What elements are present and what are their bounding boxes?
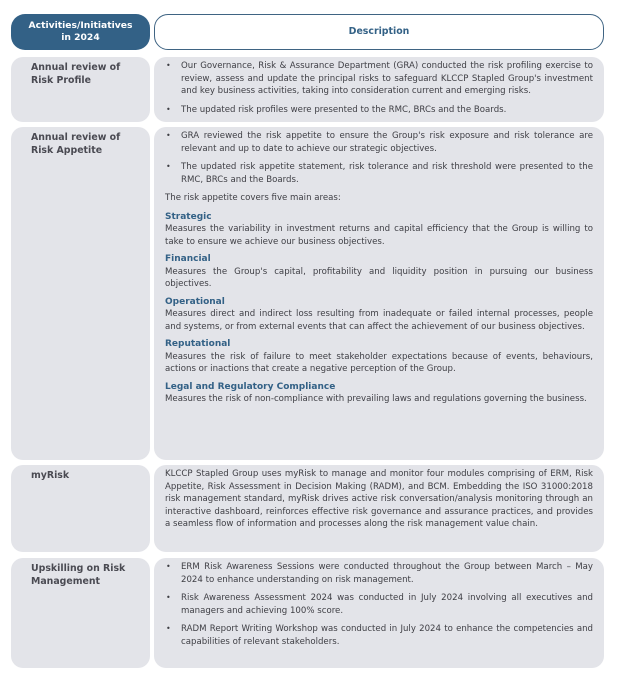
- column-header-description: [154, 14, 604, 50]
- table-row-risk-appetite: [11, 127, 604, 460]
- activity-title-line1: Annual review of: [31, 62, 121, 73]
- activity-title-line2: Risk Appetite: [31, 145, 103, 156]
- activity-cell: [11, 465, 150, 552]
- column-header-description-label: Description: [348, 26, 410, 37]
- table-row-upskilling: [11, 558, 604, 668]
- description-cell: [154, 558, 604, 668]
- activity-title-line1: Annual review of: [31, 132, 121, 143]
- risk-area-text: Measures the Group's capital, profitability and liquidity position in pursuing our business objectives.: [165, 266, 593, 289]
- activity-title-line2: Management: [31, 576, 101, 587]
- bullet-item: • The updated risk appetite statement, risk tolerance and risk threshold were presented to the RMC, BRCs and the Boards.: [165, 161, 593, 186]
- risk-area-strategic: [165, 211, 593, 249]
- risk-area-text: Measures the variability in investment returns and capital efficiency that the Group is willing to take to ensure we achieve our business objectives.: [165, 224, 593, 247]
- activity-cell: [11, 127, 150, 460]
- activity-cell: [11, 57, 150, 122]
- risk-area-reputational: [165, 338, 593, 376]
- risk-areas-intro: The risk appetite covers five main areas:: [165, 193, 341, 203]
- risk-area-title: Reputational: [165, 339, 231, 349]
- column-header-activities-line1: Activities/Initiatives: [28, 20, 133, 31]
- risk-area-title: Financial: [165, 254, 211, 264]
- risk-area-title: Legal and Regulatory Compliance: [165, 381, 336, 392]
- bullet-item: • Our Governance, Risk & Assurance Department (GRA) conducted the risk profiling exercise to review, assess and update the principal risks to safeguard KLCCP Stapled Group's investment and key business activities, taking into consideration current and emerging risks.: [165, 60, 593, 98]
- table-row-myrisk: [11, 465, 604, 552]
- bullet-item: • GRA reviewed the risk appetite to ensure the Group's risk exposure and risk tolerance are relevant and up to date to achieve our strategic objectives.: [165, 130, 593, 155]
- activity-title-line1: Upskilling on Risk: [31, 563, 126, 574]
- table-row-risk-profile: [11, 57, 604, 122]
- activity-title-line2: Risk Profile: [31, 75, 91, 86]
- bullet-list: [165, 561, 593, 648]
- column-header-activities-line2: in 2024: [61, 32, 100, 43]
- activity-title-line1: myRisk: [31, 470, 70, 481]
- bullet-list: [165, 130, 593, 186]
- column-header-activities: [11, 14, 150, 50]
- risk-area-legal-regulatory: [165, 381, 593, 406]
- bullet-item: • ERM Risk Awareness Sessions were conducted throughout the Group between March – May 2024 to enhance understanding on risk management.: [165, 561, 593, 586]
- activity-cell: [11, 558, 150, 668]
- bullet-list: [165, 60, 593, 116]
- risk-area-text: Measures the risk of non-compliance with prevailing laws and regulations governing the business.: [165, 394, 587, 404]
- bullet-item: • The updated risk profiles were presented to the RMC, BRCs and the Boards.: [165, 104, 593, 117]
- description-cell: [154, 465, 604, 552]
- description-cell: [154, 127, 604, 460]
- risk-area-title: Operational: [165, 296, 225, 307]
- myrisk-paragraph: KLCCP Stapled Group uses myRisk to manage and monitor four modules comprising of ERM, Risk Appetite, Risk Assessment in Decision Making (RADM), and BCM. Embedding the ISO 31000:2018 risk management standard, myRisk drives active risk conversation/analysis monitoring through an interactive dashboard, reinforces effective risk governance and assurance practices, and provides a seamless flow of information and processes along the risk management value chain.: [165, 469, 593, 529]
- risk-area-operational: [165, 296, 593, 334]
- risk-area-text: Measures direct and indirect loss resulting from inadequate or failed internal processes, people and systems, or from external events that can affect the achievement of our business objectives.: [165, 309, 593, 332]
- bullet-item: • Risk Awareness Assessment 2024 was conducted in July 2024 involving all executives and managers and achieving 100% score.: [165, 592, 593, 617]
- bullet-item: • RADM Report Writing Workshop was conducted in July 2024 to enhance the competencies and capabilities of relevant stakeholders.: [165, 623, 593, 648]
- description-cell: [154, 57, 604, 122]
- risk-area-title: Strategic: [165, 211, 212, 222]
- risk-area-financial: [165, 253, 593, 291]
- risk-area-text: Measures the risk of failure to meet stakeholder expectations because of events, behaviours, actions or inactions that create a negative perception of the Group.: [165, 351, 593, 374]
